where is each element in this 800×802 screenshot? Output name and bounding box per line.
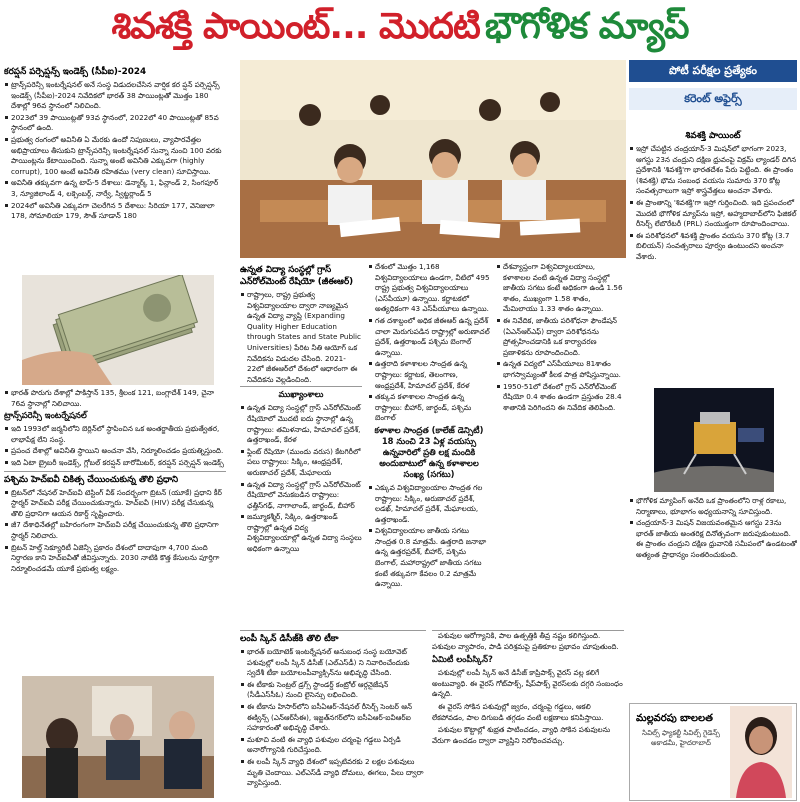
list-item: భారత్ బయోటెక్ ఇంటర్నేషనల్ అనుబంధ సంస్థ బయోవెట్ పశువుల్లో లంపీ స్కిన్ డిసీజ్ (ఎల్‌ఎస్‌డీ) ని నివారించేందుకు స్వదేశీ టీకా బయోలంపీవ్యాక్సిన్‌ను అభివృద్ధి చేసింది.: [247, 647, 426, 679]
ger-article-col1: [240, 262, 362, 626]
list-item: ప్రపంచ దేశాల్లో అవినీతి స్థాయిని అంచనా వేసి, నిర్మూలించడం ప్రయత్నిస్తుంది.: [11, 446, 226, 457]
list-item: బ్రిటన్ హెల్త్ సెక్యూరిటీ ఏజెన్సీ ప్రకారం దేశంలో దాదాపుగా 4,700 మంది నిర్ధారణ కాని హెచ్‌ఐవీతో జీవిస్తున్నారు. 2030 నాటికి కొత్త కేసులను పూర్తిగా నిర్మూలించడమే యూకే ప్రభుత్వ లక్ష్యం.: [11, 543, 226, 575]
ger-highlights-list: [240, 403, 362, 554]
cpi-title: కరప్షన్ పర్సెప్షన్స్ ఇండెక్స్ (సీపీఐ)-2024: [4, 67, 147, 77]
list-item: తక్కువ కళాశాలల సాంద్రత ఉన్న రాష్ట్రాలు: బీహార్, జార్ఖండ్, పశ్చిమ బెంగాల్: [375, 392, 490, 424]
list-item: జమ్మూకశ్మీర్, సిక్కిం, ఉత్తరాఖండ్ రాష్ట్రాల్లో ఉన్నత విద్య విశ్వవిద్యాలయాల్లో ఉన్నత విద్యా సంస్థలు అధికంగా ఉన్నాయి: [247, 512, 362, 554]
list-item: ఇస్రో చేపట్టిన చంద్రయాన్-3 మిషన్‌లో భాగంగా 2023, ఆగస్టు 23న చంద్రుని దక్షిణ ధ్రువంపై విక్రమ్ ల్యాండర్ దిగిన ప్రదేశానికి 'శివశక్తి'గా భారతదేశం పేరు పెట్టింది. ఈ ప్రాంతం (శివశక్తి) భౌమ సంబంధ వయసు సుమారు 370 కోట్ల సంవత్సరాలుగా ఇస్రో శాస్త్రవేత్తలు అంచనా వేశారు.: [636, 144, 797, 196]
shivashakti-list-2: [629, 496, 797, 561]
lumpy-subtitle: ఏమిటీ లంపీస్కిన్?: [432, 654, 493, 665]
shivashakti-title: శివశక్తి పాయింట్: [685, 131, 741, 141]
ti-subtitle: ట్రాన్స్‌పరెన్సీ ఇంటర్నేషనల్: [4, 410, 87, 421]
list-item: చంద్రయాన్-3 మిషన్ విజయవంతమైన ఆగస్టు 23ను భారత్ జాతీయ అంతరిక్ష దినోత్సవంగా జరుపుకుంటుంది. ఈ ప్రాంతం చంద్రుని దక్షిణ ధ్రువానికి సమీపంలో ఉండటంతో అత్యంత ప్రాధాన్యం సంతరించుకుంది.: [636, 518, 797, 559]
classroom-photo: [240, 60, 626, 258]
author-name: మల్లవరపు బాలలత: [636, 713, 713, 724]
author-designation: సివిల్స్ ఫ్యాకల్టీ సివిల్స్ గైడెన్స్ అకాడమీ, హైదరాబాద్: [642, 729, 720, 747]
shivashakti-list: [629, 144, 797, 263]
money-photo: [22, 275, 214, 385]
list-item: ఈ టీకాను హిసార్‌లోని ఐసీఏఆర్-నేషనల్ రీసెర్చ్ సెంటర్ ఆన్ ఈక్విన్స్ (ఎన్‌ఆర్‌సీఈ), ఇజ్జత్‌నగర్‌లోని ఐసీఏఆర్-ఐవీఆర్‌ఐ సహకారంతో అభివృద్ధి చేశారు.: [247, 702, 426, 734]
list-item: భౌగోళిక మ్యాపింగ్ అనేది ఒక ప్రాంతంలోని రాళ్ల రకాలు, నిర్మాణాలు, భూభాగం అధ్యయనాన్ని సూచిస్తుంది.: [636, 496, 797, 517]
list-item: రాష్ట్రాలు, రాష్ట్ర ప్రభుత్వ విశ్వవిద్యాలయాల ద్వారా నాణ్యమైన ఉన్నత విద్యా వ్యాప్తి (Expanding Quality Higher Education through States and State Public Universities) పేరిట నీతి ఆయోగ్ ఒక నివేదికను విడుదల చేసింది. 2021-22లో జీఈఆర్‌లో దేశంలో ఆధారంగా ఈ నివేదికను వెల్లడించింది.: [247, 290, 361, 384]
lumpy-article-col2: [432, 630, 624, 801]
list-item: ఈ ప్రాంతాన్ని 'శివశక్తి'గా ఇస్రో గుర్తించింది. ఇది ప్రపంచంలో మొదటి భౌగోళిక మ్యాప్‌ను ఇస్రో, అహ్మదాబాద్‌లోని ఫిజికల్ రీసెర్చ్ లేబొరేటరీ (PRL) సంయుక్తంగా రూపొందించాయి.: [636, 197, 797, 229]
list-item: 2023లో 39 పాయింట్లతో 93వ స్థానంలో, 2022లో 40 పాయింట్లతో 85వ స్థానంలో ఉంది.: [11, 113, 226, 134]
list-item: మశూచి వంటి ఈ వ్యాధి పశువుల చర్మంపై గడ్డలు ఏర్పడి అనారోగ్యానికి గురిచేస్తుంది.: [247, 735, 426, 756]
lumpy-article-col1: [240, 630, 426, 801]
ger-title: ఉన్నత విద్యా సంస్థల్లో గ్రాస్ ఎన్‌రోల్‌మెంట్ రేషియో (జీఈఆర్): [240, 265, 354, 287]
lumpy-list: [240, 647, 426, 789]
list-item: ఇది ఏటా బ్రైబరీ ఇండెక్స్, గ్లోబల్ కరప్షన్ బారోమీటర్, కరప్షన్ పర్సెప్షన్ ఇండెక్స్: [11, 458, 226, 469]
list-item: జీ7 దేశాధినేతల్లో బహిరంగంగా హెచ్‌ఐవీ పరీక్ష చేయించుకున్న తొలి ప్రధానిగా స్టార్మర్ నిలిచారు.: [11, 520, 226, 541]
lumpy-paragraph: పశువుల్లో లంపీ స్కిన్ అనే డిసీజ్ కాప్రిపాక్స్ వైరస్ వల్ల కలిగే అంటువ్యాధి. ఈ వైరస్ గోట్‌పాక్స్, షీప్‌పాక్స్ వైరస్‌లకు దగ్గరి సంబంధం ఉన్నది.: [432, 668, 623, 699]
ti-list: [4, 424, 226, 468]
list-item: ఈ లంపీ స్కిన్ వ్యాధి దేశంలో ఇప్పటివరకు 2 లక్షల పశువులు మృతి చెందాయి. ఎల్‌ఎస్‌డీ వ్యాధి దోమలు, ఈగలు, పేలు ద్వారా వ్యాపిస్తుంది.: [247, 757, 426, 789]
college-density-note: కళాశాల సాంద్రత (కాలేజ్ డెన్సిటీ) 18 నుంచి 23 ఏళ్ల వయస్సు ఉన్నవారిలో ప్రతి లక్ష మందికి అందుబాటులో ఉన్న కళాశాలల సంఖ్య (సగటు): [374, 424, 484, 479]
highlights-subtitle: ముఖ్యాంశాలు: [240, 386, 362, 400]
left-column-continued: [4, 388, 226, 672]
list-item: ప్రభుత్వ రంగంలో అవినీతి ఏ మేరకు ఉందో నిపుణులు, వ్యాపారవేత్తల అభిప్రాయాలు తీసుకుని ట్రాన్స్‌పరెన్సీ ఇంటర్నేషనల్ సున్నా నుంచి 100 వరకు పాయింట్లను కేటాయించింది. సున్నా అంటే అవినీతి ఎక్కువగా (highly corrupt), 100 అంటే అవినీతి రహితము (very clean) సూచిస్తాయి.: [11, 135, 226, 177]
lumpy-paragraph: ఈ వైరస్ సోకిన పశువుల్లో జ్వరం, చర్మంపై గడ్డలు, ఆకలి లేకపోవడం, పాల దిగుబడి తగ్గడం వంటి లక్షణాలు కనిపిస్తాయి.: [432, 701, 604, 722]
list-item: 1950-51లో దేశంలో గ్రాస్ ఎన్‌రోల్‌మెంట్ రేషియో 0.4 శాతం ఉండగా ప్రస్తుతం 28.4 శాతానికి పెరిగిందని ఈ నివేదిక తెలిపింది.: [503, 382, 624, 414]
headline-part1: శివశక్తి పాయింట్... మొదటి: [111, 6, 480, 47]
ger-intro-list: [240, 290, 362, 385]
list-item: దేశవ్యాప్తంగా విశ్వవిద్యాలయాలు, కళాశాలల వంటి ఉన్నత విద్యా సంస్థల్లో జాతీయ సగటు కంటే అధికంగా ఉండి 1.56 శాతం, ముఖ్యంగా 1.58 శాతం, మేమిలాయు 1.33 శాతం ఉన్నాయి.: [503, 262, 623, 314]
lander-photo: [654, 388, 774, 492]
ger-article-col2: [368, 262, 490, 626]
list-item: ఉత్తరాది కళాశాలల సాంద్రత ఉన్న రాష్ట్రాలు: కర్ణాటక, తెలంగాణ, ఆంధ్రప్రదేశ్, హిమాచల్ ప్రదేశ్, కేరళ: [375, 359, 490, 391]
lumpy-paragraph: పశువుల కొట్టాల్లో శుభ్రత పాటించడం, వ్యాధి సోకిన పశువులను వేరుగా ఉంచడం ద్వారా వ్యాప్తిని నిరోధించవచ్చు.: [432, 725, 611, 745]
ger-list-3: [368, 483, 490, 590]
exam-special-badge: పోటీ పరీక్షల ప్రత్యేకం: [629, 60, 797, 82]
meeting-photo: [22, 676, 214, 798]
cpi-list: [4, 80, 226, 222]
list-item: గత దశాబ్దంలో అధిక జీఈఆర్ ఉన్న ప్రదేశ్ చాలా మెరుగుపడిన రాష్ట్రాల్లో అరుణాచల్ ప్రదేశ్, ఉత్తరాఖండ్ పశ్చిమ బెంగాల్ ఉన్నాయి.: [375, 315, 490, 357]
list-item: ఎక్కువ విశ్వవిద్యాలయాల సాంద్రత గల రాష్ట్రాలు: సిక్కిం, అరుణాచల్ ప్రదేశ్, లడఖ్, హిమాచల్ ప్రదేశ్, మేఘాలయ, ఉత్తరాఖండ్.: [375, 483, 490, 525]
shivashakti-column-continued: [629, 496, 797, 700]
ger-list-4: [496, 262, 624, 413]
shivashakti-column: [629, 128, 797, 384]
lumpy-title: లంపీ స్కిన్ డిసీజ్‌కి తొలి టీకా: [240, 634, 339, 644]
list-item: ఈ పరిశోధనలో శివశక్తి ప్రాంతం వయసు 370 కోట్ల (3.7 బిలియన్) సంవత్సరాలు పూర్వం ఉంటుందని అంచనా వేశారు.: [636, 231, 797, 263]
author-photo: [730, 706, 792, 798]
hiv-list: [4, 488, 226, 575]
author-box: [629, 703, 797, 801]
list-item: ఉన్నత విద్యా సంస్థల్లో గ్రాస్ ఎన్‌రోల్‌మెంట్ రేషియోలో మొదటి ఐదు స్థానాల్లో ఉన్న రాష్ట్రాలు: తమిళనాడు, హిమాచల్ ప్రదేశ్, ఉత్తరాఖండ్, కేరళ: [247, 403, 361, 445]
list-item: 2024లో అవినీతి ఎక్కువగా చెలరేగిన 5 దేశాలు: సిరియా 177, వెనిజులా 178, సోమాలియా 179, సౌత్ సూడాన్ 180: [11, 201, 226, 222]
page-headline: [0, 0, 800, 54]
headline-part2: భౌగోళిక మ్యాప్: [484, 6, 689, 47]
left-column: [4, 64, 226, 274]
current-affairs-badge: కరెంట్ అఫైర్స్: [629, 88, 797, 110]
list-item: అవినీతి తక్కువగా ఉన్న టాప్-5 దేశాలు: డెన్మార్క్ 1, ఫిన్లాండ్ 2, సింగపూర్ 3, న్యూజిలాండ్ 4, లక్సెంబర్గ్, నార్వే, స్విట్జర్లాండ్ 5: [11, 178, 226, 199]
list-item: ఉన్నత విద్యా సంస్థల్లో గ్రాస్ ఎన్‌రోల్‌మెంట్ రేషియోలో వెనుకబడిన రాష్ట్రాలు: ఛత్తీస్‌గఢ్, నాగాలాండ్, జార్ఖండ్, బీహార్: [247, 479, 361, 510]
list-item: దేశంలో మొత్తం 1,168 విశ్వవిద్యాలయాలు ఉండగా, వీటిలో 495 రాష్ట్ర ప్రభుత్వ విశ్వవిద్యాలయాలు (ఎస్‌పీయూ) ఉన్నాయి. కర్ణాటకలో అత్యధికంగా 43 ఎస్‌పీయూలు ఉన్నాయి.: [375, 262, 490, 314]
list-item: భారత్ పొరుగు దేశాల్లో పాకిస్తాన్ 135, శ్రీలంక 121, బంగ్లాదేశ్ 149, చైనా 76వ స్థానాల్లో నిలిచాయి.: [11, 388, 226, 409]
list-item: ట్రాన్స్‌పరెన్సీ ఇంటర్నేషనల్ అనే సంస్థ విడుదలచేసిన వార్షిక కర ప్షన్ పర్సెప్షన్స్ ఇండెక్స్ (సీపీఐ)-2024 నివేదికలో భారత్ 38 పాయింట్లతో మొత్తం 180 దేశాల్లో 96వ స్థానంలో నిలిచింది.: [11, 80, 226, 112]
exam-badge-panel: [629, 60, 797, 118]
lumpy-intro: పశువుల ఆరోగ్యానికి, పాల ఉత్పత్తికి తీవ్ర నష్టం కలిగిస్తుంది. పశువుల వ్యాపారం, పాడి పరిశ్రమపై ప్రతికూల ప్రభావం చూపుతుంది.: [432, 631, 619, 651]
list-item: ఇది 1993లో జర్మనీలోని బెర్లిన్‌లో స్థాపించిన ఒక అంతర్జాతీయ ప్రభుత్వేతర, లాభాపేక్ష లేని సంస్థ.: [11, 424, 226, 445]
hiv-title: పశ్చిమ హెచ్‌ఐవీ చికిత్స చేయించుకున్న తొలి ప్రధాని: [4, 471, 226, 486]
ger-article-col3: [496, 262, 624, 626]
list-item: ఈ టీకాకు సెంట్రల్ డ్రగ్స్ స్టాండర్డ్ కంట్రోల్ ఆర్గనైజేషన్ (సీడీఎస్‌సీఓ) నుంచి లైసెన్సు లభించింది.: [247, 680, 426, 701]
list-item: ఉన్నత విద్యలో ఎస్‌పీయూలు 81శాతం భాగస్వామ్యంతో కీలక పాత్ర పోషిస్తున్నాయి.: [503, 359, 624, 380]
list-item: విశ్వవిద్యాలయాల జాతీయ సగటు సాంద్రత 0.8 మాత్రమే. ఉత్తరాది జనాభా ఉన్న ఉత్తరప్రదేశ్, బీహార్, పశ్చిమ బెంగాల్, మహారాష్ట్రలో జాతీయ సగటు కంటే తక్కువగా కేవలం 0.2 మాత్రమే ఉన్నాయి.: [375, 526, 490, 590]
list-item: ఫ్లింట్ రేషియో (ముందు వరుస) కేటగిరీలో పలు రాష్ట్రాలు: సిక్కిం, ఆంధ్రప్రదేశ్, అరుణాచల్ ప్రదేశ్, మేఘాలయ: [247, 446, 361, 477]
list-item: బ్రిటన్‌లో నేషనల్ హెచ్‌ఐవీ టెస్టింగ్ వీక్ సందర్భంగా బ్రిటన్ (యూకే) ప్రధాని కీర్ స్టార్మర్ హెచ్‌ఐవీ పరీక్ష చేయించుకున్నారు. హెచ్‌ఐవీ (HIV) పరీక్ష చేసుకున్న తొలి ప్రధానిగా ఆయన రికార్డ్ సృష్టించారు.: [11, 488, 226, 520]
neighbour-list: [4, 388, 226, 409]
list-item: ఈ నివేదిక, జాతీయ పరిశోధనా ఫౌండేషన్ (ఏఎన్‌ఆర్‌ఎఫ్) ద్వారా పరిశోధనను ప్రోత్సహించడానికి ఒక కార్యాచరణ ప్రణాళికను రూపొందించింది.: [503, 316, 624, 358]
ger-list-2: [368, 262, 490, 424]
